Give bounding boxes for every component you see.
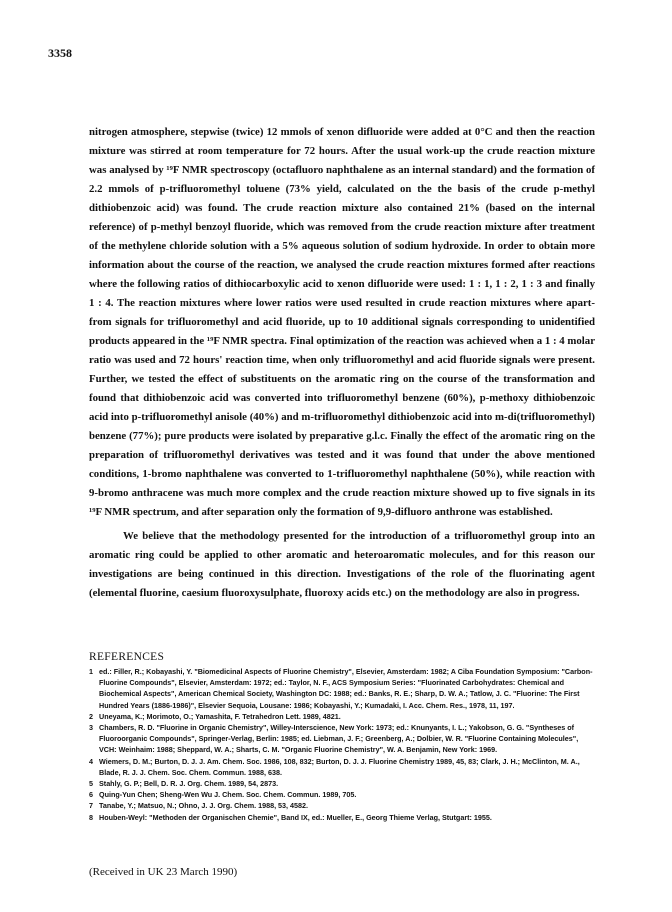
article-body — [89, 123, 595, 603]
reference-text: Chambers, R. D. "Fluorine in Organic Chemistry", Willey-Interscience, New York: 1973; ed.: Knunyants, I. L.; Yakobson, G. G. "Syntheses of Fluoroorganic Compounds", Springer-Verlag, Berlin: 1985; ed. Liebman, J. F.; Greenberg, A.; Dolbier, W. R. "Fluorine Containing Molecules", VCH: Weinhaim: 1988; Sheppard, W. A.; Sharts, C. M. "Organic Fluorine Chemistry", W. A. Benjamin, New York: 1969. — [99, 723, 579, 755]
reference-number: 1 — [89, 667, 93, 676]
reference-number: 2 — [89, 711, 93, 721]
reference-text: Stahly, G. P.; Bell, D. R. J. Org. Chem. 1989, 54, 2873. — [99, 779, 279, 789]
reference-item — [89, 789, 597, 800]
reference-text: ed.: Filler, R.; Kobayashi, Y. "Biomedicinal Aspects of Fluorine Chemistry", Elsevier, Amsterdam: 1982; A Ciba Foundation Symposium: "Carbon-Fluorine Compounds", Elsevier, Amsterdam: 1972; ed.: Taylor, N. F., ACS Symposium Series: "Fluorinated Carbohydrates: Chemical and Biochemical Aspects", American Chemical Society, Washington DC: 1988; ed.: Banks, R. E.; Sharp, D. W. A.; Tatlow, J. C. "Fluorine: The First Hundred Years (1886-1986)", Elsevier Sequoia, Lousane: 1986; Kobayashi, Y.; Kumadaki, I. Acc. Chem. Res., 1978, 11, 197. — [99, 667, 593, 710]
reference-item — [89, 778, 597, 789]
references-heading: REFERENCES — [89, 651, 165, 663]
reference-number: 6 — [89, 790, 93, 800]
body-paragraph-1: nitrogen atmosphere, stepwise (twice) 12 mmols of xenon difluoride were added at 0°C and then the reaction mixture was stirred at room temperature for 72 hours. After the usual work-up the crude reaction mixture was analysed by ¹⁹F NMR spectroscopy (octafluoro naphthalene as an internal standard) and the formation of 2.2 mmols of p-trifluoromethyl toluene (73% yield, calculated on the the basis of the crude p-methyl dithiobenzoic acid) was found. The crude reaction mixture also contained 21% (based on the internal reference) of p-methyl benzoyl fluoride, which was removed from the crude reaction mixture after treatment of the methylene chloride solution with a 5% aqueous solution of sodium hydroxide. In order to obtain more information about the course of the reaction, we analysed the crude reaction mixtures formed after reactions where the following ratios of dithiocarboxylic acid to xenon difluoride were used: 1 : 1, 1 : 2, 1 : 3 and finally 1 : 4. The reaction mixtures where lower ratios were used resulted in crude reaction mixtures where apart-from signals for trifluoromethyl and acid fluoride, up to 10 additional signals corresponding to unidentified products appeared in the ¹⁹F NMR spectra. Final optimization of the reaction was achieved when a 1 : 4 molar ratio was used and 72 hours' reaction time, when only trifluoromethyl and acid fluoride signals were present. Further, we tested the effect of substituents on the aromatic ring on the course of the transformation and found that dithiobenzoic acid was converted into trifluoromethyl benzene (60%), p-methoxy dithiobenzoic acid into p-trifluoromethyl anisole (40%) and m-trifluoromethyl dithiobenzoic acid into m-di(trifluoromethyl) benzene (77%); pure products were isolated by preparative g.l.c. Finally the effect of the aromatic ring on the preparation of trifluoromethyl derivatives was tested and it was found that under the above mentioned conditions, 1-bromo naphthalene was converted to 1-trifluoromethyl naphthalene (50%), while reaction with 9-bromo anthracene was much more complex and the crude reaction mixture showed up to five signals in its ¹⁹F NMR spectrum, and after separation only the formation of 9,9-difluoro anthrone was established. — [89, 126, 595, 518]
reference-number: 8 — [89, 812, 93, 822]
reference-text: Wiemers, D. M.; Burton, D. J. J. Am. Chem. Soc. 1986, 108, 832; Burton, D. J. J. Fluorine Chemistry 1989, 45, 83; Clark, J. H.; McClinton, M. A., Blade, R. J. J. Chem. Soc. Chem. Commun. 1988, 638. — [99, 756, 580, 777]
reference-number: 5 — [89, 779, 93, 789]
reference-number: 7 — [89, 801, 93, 811]
reference-item — [89, 800, 597, 811]
reference-text: Tanabe, Y.; Matsuo, N.; Ohno, J. J. Org. Chem. 1988, 53, 4582. — [99, 801, 309, 811]
reference-item — [89, 756, 597, 778]
reference-text: Uneyama, K.; Morimoto, O.; Yamashita, F. Tetrahedron Lett. 1989, 4821. — [99, 711, 341, 721]
reference-number: 3 — [89, 723, 93, 733]
reference-item — [89, 812, 597, 823]
reference-text: Houben-Weyl: "Methoden der Organischen Chemie", Band IX, ed.: Mueller, E., Georg Thieme Verlag, Stutgart: 1955. — [99, 812, 492, 822]
reference-text: Quing-Yun Chen; Sheng-Wen Wu J. Chem. Soc. Chem. Commun. 1989, 705. — [99, 790, 357, 800]
page-number: 3358 — [48, 46, 72, 60]
reference-item — [89, 722, 597, 756]
reference-number: 4 — [89, 756, 93, 766]
references-list — [89, 666, 597, 823]
reference-item — [89, 666, 597, 711]
body-paragraph-2: We believe that the methodology presented for the introduction of a trifluoromethyl group into an aromatic ring could be applied to other aromatic and heteroaromatic molecules, and for this reason our investigations are being continued in this direction. Investigations of the role of the fluorinating agent (elemental fluorine, caesium fluoroxysulphate, fluoroxy acids etc.) on the methodology are also in progress. — [89, 530, 595, 599]
reference-item — [89, 711, 597, 722]
received-note: (Received in UK 23 March 1990) — [89, 866, 238, 878]
